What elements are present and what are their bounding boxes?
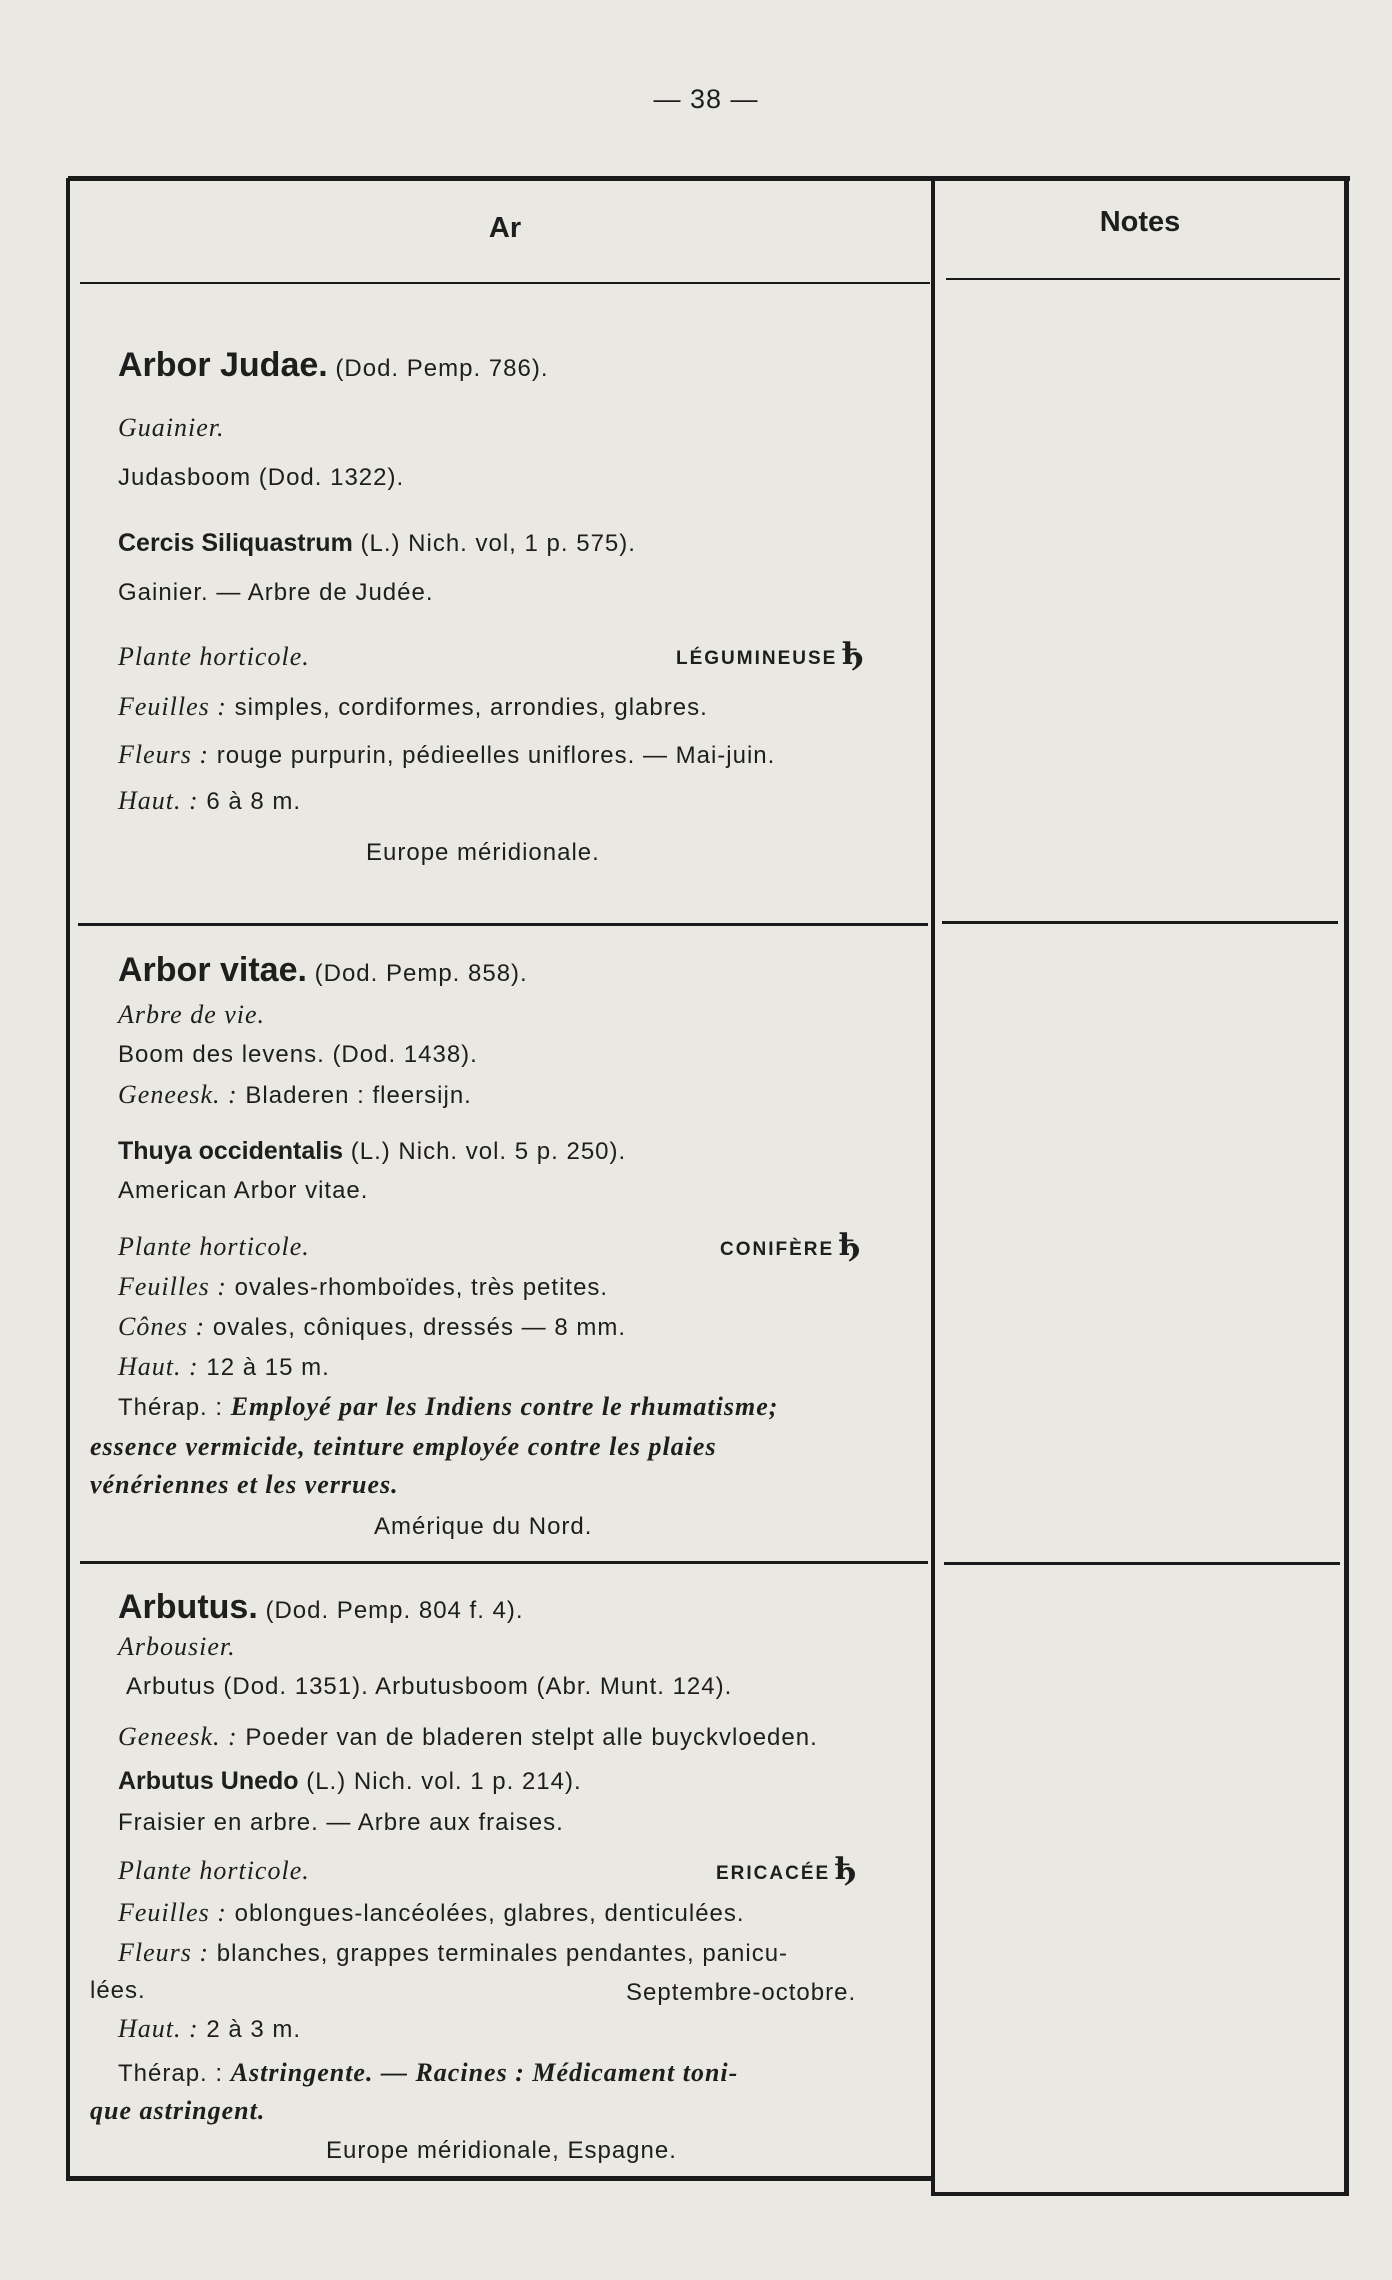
cones-label: Cônes : xyxy=(118,1312,206,1341)
flowers-text: rouge purpurin, pédieelles uniflores. — Mai-juin. xyxy=(216,742,776,769)
region: Europe méridionale. xyxy=(366,839,600,866)
table-bottom-border xyxy=(66,2176,934,2181)
medicine-label: Geneesk. : xyxy=(118,1722,238,1751)
latin-name: Thuya occidentalis xyxy=(118,1137,344,1165)
therapy-text-2: essence vermicide, teinture employée contre les plaies xyxy=(90,1432,717,1461)
season: Septembre-octobre. xyxy=(626,1979,857,2006)
entry-rule-right-1 xyxy=(942,921,1338,924)
therapy-text-1: Employé par les Indiens contre le rhumatisme; xyxy=(230,1392,779,1421)
height-text: 2 à 3 m. xyxy=(206,2016,302,2043)
medicine-text: Bladeren : fleersijn. xyxy=(245,1082,472,1109)
column-divider xyxy=(931,180,935,2192)
height-label: Haut. : xyxy=(118,1352,199,1381)
therapy-text-1: Astringente. — Racines : Médicament toni- xyxy=(230,2058,739,2087)
height-text: 6 à 8 m. xyxy=(206,788,302,815)
tree-symbol: ђ xyxy=(834,1852,857,1887)
flowers-label: Fleurs : xyxy=(118,740,210,769)
plant-family: LÉGUMINEUSE xyxy=(676,648,838,669)
page-number: — 38 — xyxy=(653,84,759,114)
entry-title: Arbutus. xyxy=(118,1588,258,1626)
latin-name: Cercis Siliquastrum xyxy=(118,529,353,557)
entry-reference: (Dod. Pemp. 786). xyxy=(335,355,549,382)
leaves-label: Feuilles : xyxy=(118,1272,227,1301)
header-rule-right xyxy=(946,278,1340,280)
plant-family: CONIFÈRE xyxy=(720,1239,835,1260)
leaves-text: simples, cordiformes, arrondies, glabres. xyxy=(234,694,708,721)
entry-title: Arbor vitae. xyxy=(118,951,307,989)
leaves-text: oblongues-lancéolées, glabres, denticulées. xyxy=(234,1900,745,1927)
latin-reference: (L.) Nich. vol. 5 p. 250). xyxy=(350,1138,627,1165)
entry-title: Arbor Judae. xyxy=(118,346,328,384)
plant-family: ERICACÉE xyxy=(716,1863,831,1884)
tree-symbol: ђ xyxy=(838,1228,861,1263)
dutch-name: Boom des levens. (Dod. 1438). xyxy=(118,1041,478,1068)
entry-rule-right-2 xyxy=(944,1562,1340,1565)
french-name: Guainier. xyxy=(118,413,225,442)
flowers-text: blanches, grappes terminales pendantes, panicu- xyxy=(216,1940,789,1967)
region: Europe méridionale, Espagne. xyxy=(326,2137,677,2164)
plant-type: Plante horticole. xyxy=(118,1232,310,1261)
french-name: Arbousier. xyxy=(118,1632,236,1661)
common-names: Gainier. — Arbre de Judée. xyxy=(118,579,434,606)
leaves-text: ovales-rhomboïdes, très petites. xyxy=(234,1274,609,1301)
height-label: Haut. : xyxy=(118,2014,199,2043)
flowers-label: Fleurs : xyxy=(118,1938,210,1967)
leaves-label: Feuilles : xyxy=(118,692,227,721)
plant-type: Plante horticole. xyxy=(118,1856,310,1885)
region: Amérique du Nord. xyxy=(374,1513,593,1540)
entry-reference: (Dod. Pemp. 858). xyxy=(314,960,528,987)
cones-text: ovales, côniques, dressés — 8 mm. xyxy=(212,1314,626,1341)
therapy-text-3: vénériennes et les verrues. xyxy=(90,1470,399,1499)
latin-name: Arbutus Unedo xyxy=(118,1767,299,1795)
latin-reference: (L.) Nich. vol, 1 p. 575). xyxy=(360,530,636,557)
leaves-label: Feuilles : xyxy=(118,1898,227,1927)
table-right-border xyxy=(1344,176,1349,2196)
plant-type: Plante horticole. xyxy=(118,642,310,671)
latin-reference: (L.) Nich. vol. 1 p. 214). xyxy=(306,1768,582,1795)
dutch-name: Judasboom (Dod. 1322). xyxy=(118,464,405,491)
common-names: Fraisier en arbre. — Arbre aux fraises. xyxy=(118,1809,564,1836)
tree-symbol: ђ xyxy=(841,637,864,672)
therapy-text-2: que astringent. xyxy=(90,2096,266,2125)
table-left-border xyxy=(66,178,70,2176)
flowers-continued: lées. xyxy=(90,1977,146,2004)
column-header-notes: Notes xyxy=(1099,206,1181,238)
dutch-name: Arbutus (Dod. 1351). Arbutusboom (Abr. Munt. 124). xyxy=(126,1673,733,1700)
french-name: Arbre de vie. xyxy=(118,1000,266,1029)
common-names: American Arbor vitae. xyxy=(118,1177,369,1204)
therapy-label: Thérap. : xyxy=(118,1394,224,1421)
height-text: 12 à 15 m. xyxy=(206,1354,330,1381)
medicine-text: Poeder van de bladeren stelpt alle buyckvloeden. xyxy=(245,1724,818,1751)
medicine-label: Geneesk. : xyxy=(118,1080,238,1109)
entry-reference: (Dod. Pemp. 804 f. 4). xyxy=(265,1597,524,1624)
height-label: Haut. : xyxy=(118,786,199,815)
entry-arbutus xyxy=(90,0,918,2170)
column-header-left: Ar xyxy=(488,212,522,244)
notes-bottom-border xyxy=(931,2192,1347,2196)
therapy-label: Thérap. : xyxy=(118,2060,224,2087)
